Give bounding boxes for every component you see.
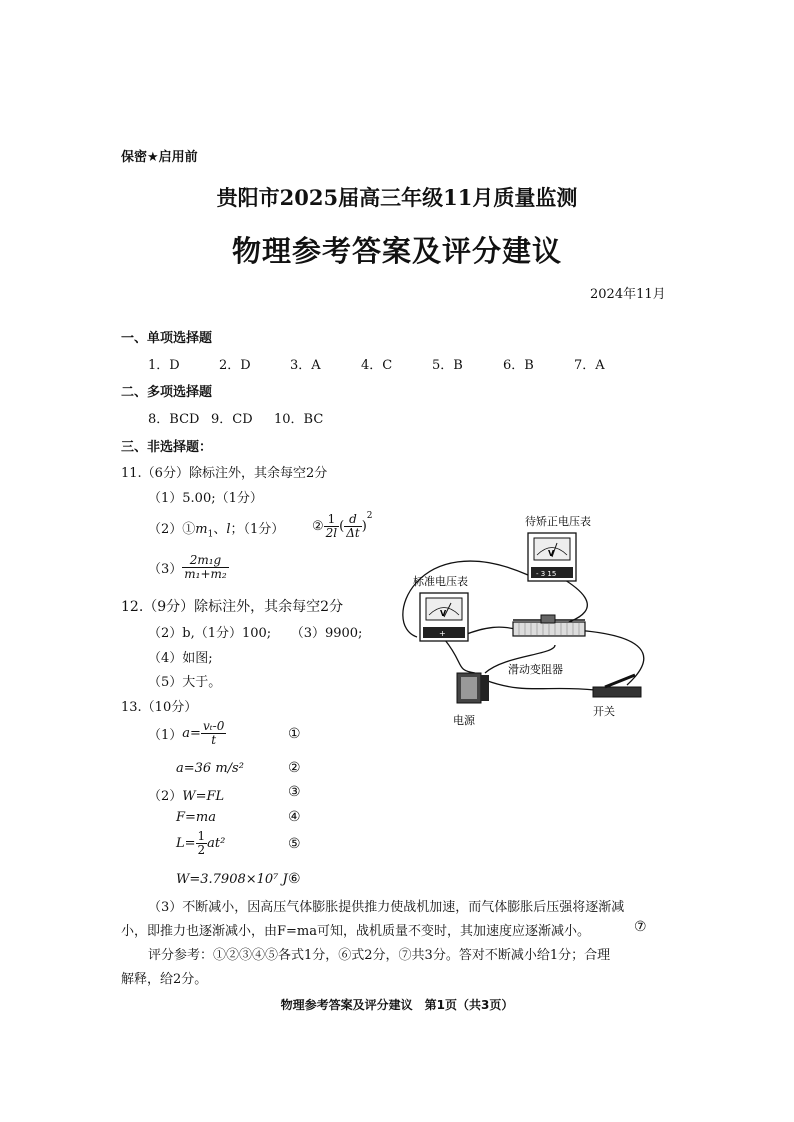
q13-mark-5: ⑤ <box>288 836 301 852</box>
q13-scoring-line1: 评分参考：①②③④⑤各式1分，⑥式2分，⑦共3分。答对不断减小给1分；合理 <box>148 948 611 963</box>
q11-fraction-2 <box>344 513 362 540</box>
q13-eq5-rhs: at² <box>207 836 226 851</box>
q11-formula-marker: ② <box>312 519 324 534</box>
answer-7: 7．A <box>574 358 605 373</box>
q13-mark-4: ④ <box>288 809 301 825</box>
q11-frac2-den: Δt <box>346 526 360 540</box>
q12-part5: （5）大于。 <box>148 675 222 690</box>
power-source <box>457 673 489 703</box>
exam-title: 贵阳市2025届高三年级11月质量监测 <box>216 185 578 210</box>
q11-var-m: m <box>195 522 208 537</box>
q11-frac1-den: 2l <box>325 526 338 540</box>
q11-exponent: 2 <box>366 511 373 521</box>
q13-eq1-fraction <box>201 720 226 747</box>
section3-title: 三、非选择题： <box>121 440 213 455</box>
answer-9: 9．CD <box>211 412 253 427</box>
q13-mark-3: ③ <box>288 784 301 800</box>
answer-6: 6．B <box>503 358 534 373</box>
label-to-calibrate: 待矫正电压表 <box>525 515 591 528</box>
page-title: 物理参考答案及评分建议 <box>231 234 562 268</box>
q13-eq5-den: 2 <box>197 843 206 857</box>
wire-standard-source <box>445 640 475 673</box>
q11-part2-prefix: （2）① <box>148 522 196 537</box>
q11-part3-prefix: （3） <box>148 562 183 577</box>
q13-eq1-lhs: a= <box>182 726 201 741</box>
q11-frac2-num: d <box>344 513 362 527</box>
q12-header: 12.（9分）除标注外，其余每空2分 <box>121 599 344 615</box>
answer-5: 5．B <box>432 358 463 373</box>
answer-2: 2．D <box>219 358 251 373</box>
q11-var-m-sub: 1 <box>207 529 214 540</box>
date: 2024年11月 <box>590 287 666 302</box>
voltmeter-to-calibrate <box>528 533 576 581</box>
answer-10: 10．BC <box>274 412 324 427</box>
q13-mark-2: ② <box>288 760 301 776</box>
q11-var-l: l <box>226 522 231 537</box>
q11-part2-formula <box>312 511 373 540</box>
label-standard: 标准电压表 <box>413 575 468 588</box>
q11-frac1-num: 1 <box>324 513 339 527</box>
q11-header: 11.（6分）除标注外，其余每空2分 <box>121 466 328 481</box>
q13-eq3-body: W=FL <box>182 789 225 804</box>
answer-1: 1．D <box>148 358 180 373</box>
q11-part2-score: ；（1分） <box>230 522 285 537</box>
q13-eq3-prefix: （2） <box>148 789 183 804</box>
wire-source-switch <box>485 680 595 690</box>
answer-8: 8．BCD <box>148 412 200 427</box>
label-rheostat: 滑动变阻器 <box>508 663 563 676</box>
section2-answers <box>148 408 323 427</box>
q11-part1: （1）5.00;（1分） <box>148 491 263 506</box>
meter-terminals-1: - 3 15 <box>536 570 557 578</box>
confidential-label: 保密★启用前 <box>121 150 198 165</box>
q13-part3-line1: （3）不断减小，因高压气体膨胀提供推力使战机加速，而气体膨胀后压强将逐渐减 <box>148 900 625 915</box>
section1-title: 一、单项选择题 <box>121 331 213 346</box>
page-footer: 物理参考答案及评分建议 第1页（共3页） <box>280 998 514 1012</box>
q13-eq5 <box>176 830 225 857</box>
q13-eq5-num: 1 <box>197 829 206 843</box>
answer-3: 3．A <box>290 358 321 373</box>
q13-mark-7: ⑦ <box>634 919 647 935</box>
q13-scoring-line2: 解释，给2分。 <box>121 972 208 987</box>
label-source: 电源 <box>453 714 475 727</box>
voltmeter-standard <box>420 593 468 641</box>
q11-part3-den: m₁+m₂ <box>184 567 227 581</box>
q13-eq1-den: t <box>211 733 217 747</box>
q11-lparen: ( <box>339 519 345 534</box>
q11-part3-fraction <box>182 554 228 581</box>
q11-sep: 、 <box>213 522 227 537</box>
q12-part4: （4）如图; <box>148 651 213 666</box>
q13-eq1-prefix: （1） <box>148 728 183 743</box>
q13-eq5-fraction <box>196 830 208 857</box>
q11-part2 <box>148 518 284 540</box>
q12-part2: （2）b,（1分）100; （3）9900; <box>148 626 363 641</box>
q13-eq3 <box>148 785 224 804</box>
q11-part3-num: 2m₁g <box>182 554 228 568</box>
q13-eq1 <box>148 720 226 747</box>
q13-eq6: W=3.7908×10⁷ J <box>176 872 288 887</box>
q11-rparen: ) <box>361 519 367 534</box>
q13-eq2: a=36 m/s² <box>176 761 244 776</box>
q13-header: 13.（10分） <box>121 700 198 715</box>
answer-4: 4．C <box>361 358 393 373</box>
meter-plus: + <box>439 629 446 638</box>
section2-title: 二、多项选择题 <box>121 385 213 400</box>
meter-letter-2: V <box>440 609 447 618</box>
q13-part3-line2: 小，即推力也逐渐减小，由F=ma可知，战机质量不变时，其加速度应逐渐减小。 <box>121 924 590 939</box>
circuit-diagram <box>395 505 675 735</box>
section1-answers <box>148 354 605 373</box>
q13-mark-1: ① <box>288 726 301 742</box>
q13-mark-6: ⑥ <box>288 871 301 887</box>
q13-eq4: F=ma <box>176 810 216 825</box>
rheostat <box>513 615 585 636</box>
q11-part3 <box>148 554 229 581</box>
label-switch: 开关 <box>593 705 615 718</box>
q11-fraction-1 <box>324 513 339 540</box>
q13-eq1-num: vₜ-0 <box>202 719 225 733</box>
meter-letter-1: V <box>548 549 555 558</box>
q13-eq5-lhs: L= <box>176 836 196 851</box>
